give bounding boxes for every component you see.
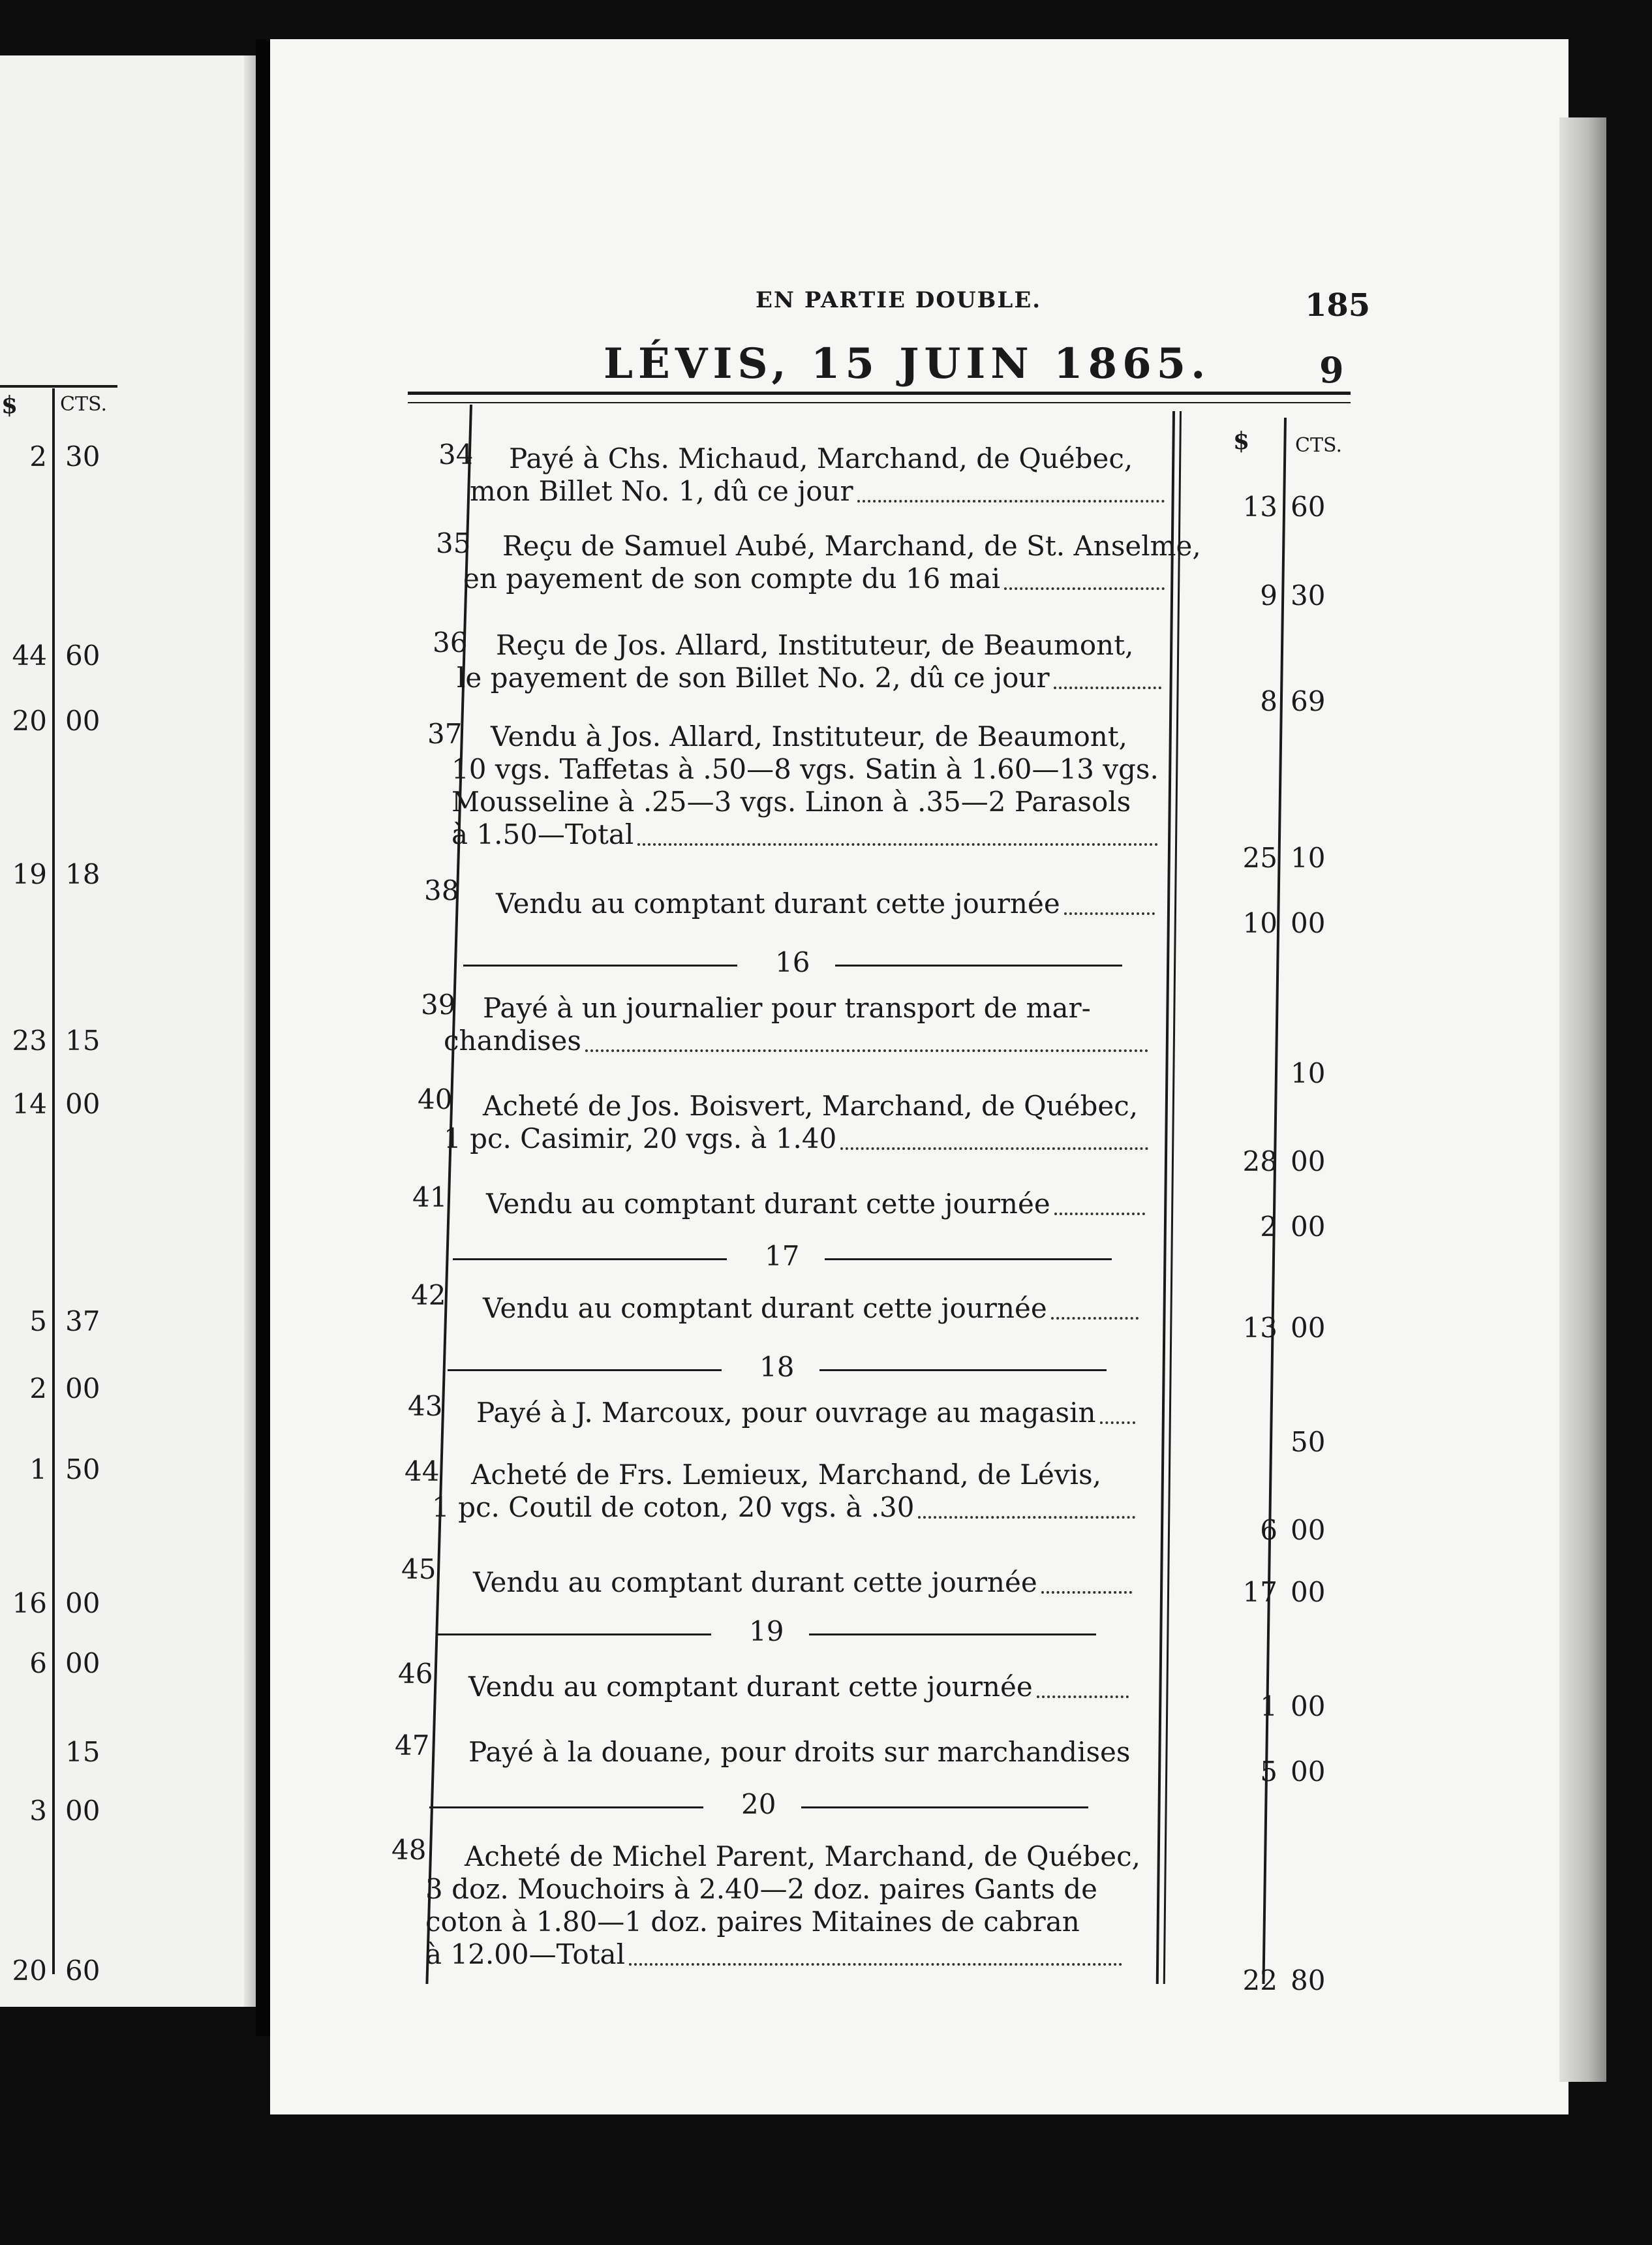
entry-text-line: Payé à la douane, pour droits sur marchandises (468, 1736, 1131, 1768)
amount-dollars: 2 (1260, 1211, 1277, 1243)
left-cents-header: CTS. (60, 393, 107, 416)
left-amount-cents: 15 (65, 1025, 100, 1057)
entry-text-line: Payé à J. Marcoux, pour ouvrage au magasin (476, 1397, 1096, 1429)
entry-number: 40 (418, 1083, 453, 1115)
date-divider-right (801, 1806, 1088, 1808)
entry-text-line: Vendu au comptant durant cette journée (473, 1566, 1037, 1598)
entry-text-line: Payé à Chs. Michaud, Marchand, de Québec, (509, 442, 1133, 474)
left-amount-cents: 00 (65, 1088, 100, 1120)
entry-number: 38 (424, 875, 459, 906)
gutter-shadow (244, 55, 256, 2007)
entry-text-line: Vendu au comptant durant cette journée (496, 888, 1060, 920)
amount-dollars: 13 (1242, 1312, 1277, 1344)
left-amount-cents: 00 (65, 1647, 100, 1679)
entry-number: 37 (427, 718, 463, 750)
amount-dollars: 5 (1260, 1756, 1277, 1788)
left-amount-dollars: 2 (29, 1372, 47, 1404)
dotted-leader (585, 1049, 1148, 1052)
left-amount-dollars: 20 (12, 705, 47, 737)
amount-cents: 00 (1291, 1690, 1326, 1722)
entry-number: 48 (391, 1834, 427, 1866)
date-divider-left (453, 1258, 727, 1260)
amount-cents: 50 (1291, 1426, 1326, 1458)
entry-number: 47 (395, 1729, 430, 1761)
entry-number: 41 (412, 1181, 448, 1213)
left-amount-dollars: 44 (12, 640, 47, 672)
entry-text-line: Reçu de Samuel Aubé, Marchand, de St. Anselme, (502, 530, 1201, 562)
date-divider-left (429, 1806, 703, 1808)
entry-text-line: chandises (444, 1025, 581, 1057)
date-day: 20 (741, 1788, 776, 1820)
entry-text-line: Reçu de Jos. Allard, Instituteur, de Beaumont, (496, 629, 1134, 661)
date-divider-left (463, 965, 737, 967)
entry-text-line: Vendu à Jos. Allard, Instituteur, de Beaumont, (491, 720, 1128, 752)
amount-cents: 00 (1291, 1576, 1326, 1608)
date-day: 19 (749, 1615, 784, 1647)
amount-cents: 30 (1291, 580, 1326, 612)
entry-text-line: Payé à un journalier pour transport de mar- (483, 992, 1091, 1024)
dollars-header: $ (1233, 427, 1250, 455)
left-amount-dollars: 3 (29, 1795, 47, 1827)
date-divider-left (448, 1369, 722, 1371)
left-amount-dollars: 16 (12, 1587, 47, 1619)
entry-number: 34 (438, 439, 474, 471)
amount-dollars: 8 (1260, 685, 1277, 717)
left-amount-cents: 00 (65, 705, 100, 737)
entry-number: 45 (401, 1553, 436, 1585)
amount-cents: 69 (1291, 685, 1326, 717)
entry-number: 42 (411, 1279, 446, 1311)
date-day: 16 (775, 946, 810, 978)
dotted-leader (1054, 687, 1161, 689)
date-divider-right (835, 965, 1122, 967)
left-cents-divider (52, 388, 55, 1974)
amount-cents: 00 (1291, 1756, 1326, 1788)
dotted-leader (840, 1147, 1148, 1150)
amount-cents: 00 (1291, 1145, 1326, 1177)
dotted-leader (857, 500, 1165, 503)
entry-text-line: Mousseline à .25—3 vgs. Linon à .35—2 Parasols (451, 786, 1131, 818)
entry-text-line: Vendu au comptant durant cette journée (486, 1188, 1050, 1220)
amount-dollars: 6 (1260, 1514, 1277, 1546)
left-amount-cents: 30 (65, 441, 100, 472)
entry-number: 36 (433, 627, 468, 658)
dotted-leader (1100, 1421, 1135, 1424)
left-top-rule (0, 385, 117, 388)
entry-text-line: 10 vgs. Taffetas à .50—8 vgs. Satin à 1.60—13 vgs. (451, 753, 1159, 785)
amount-cents: 80 (1291, 1964, 1326, 1996)
entry-number: 46 (398, 1658, 433, 1690)
amount-cents: 00 (1291, 1211, 1326, 1243)
entry-number: 43 (408, 1390, 443, 1422)
dotted-leader (1004, 587, 1165, 590)
amount-cents: 60 (1291, 491, 1326, 523)
amount-dollars: 25 (1242, 842, 1277, 874)
left-amount-cents: 18 (65, 858, 100, 890)
top-rule-thin (408, 402, 1351, 403)
amount-cents: 00 (1291, 1514, 1326, 1546)
entry-text-line: le payement de son Billet No. 2, dû ce jour (457, 662, 1050, 694)
left-amount-dollars: 2 (29, 441, 47, 472)
left-amount-dollars: 6 (29, 1647, 47, 1679)
entry-text-line: Vendu au comptant durant cette journée (483, 1292, 1047, 1324)
page-edge (1559, 117, 1606, 2082)
date-divider-right (809, 1633, 1096, 1635)
entry-text-line: 3 doz. Mouchoirs à 2.40—2 doz. paires Gants de (425, 1873, 1098, 1905)
date-divider-left (437, 1633, 711, 1635)
date-divider-right (825, 1258, 1112, 1260)
book-spine (256, 39, 270, 2036)
left-amount-cents: 50 (65, 1453, 100, 1485)
amount-dollars: 13 (1242, 491, 1277, 523)
amount-dollars: 9 (1260, 580, 1277, 612)
entry-text-line: 1 pc. Coutil de coton, 20 vgs. à .30 (432, 1491, 915, 1523)
entry-number: 35 (436, 527, 471, 559)
amount-cents: 00 (1291, 1312, 1326, 1344)
entry-text-line: Acheté de Jos. Boisvert, Marchand, de Québec, (483, 1090, 1139, 1122)
entry-text-line: en payement de son compte du 16 mai (463, 563, 1001, 595)
left-amount-cents: 15 (65, 1736, 100, 1768)
entry-text-line: mon Billet No. 1, dû ce jour (470, 475, 853, 507)
entry-number: 44 (405, 1455, 440, 1487)
left-amount-dollars: 1 (29, 1453, 47, 1485)
top-rule (408, 392, 1351, 395)
entry-text-line: Acheté de Michel Parent, Marchand, de Québec, (465, 1840, 1140, 1872)
cents-header: CTS. (1295, 434, 1342, 457)
dotted-leader (1041, 1591, 1132, 1594)
date-day: 18 (759, 1351, 795, 1383)
entry-text-line: à 12.00—Total (425, 1938, 626, 1970)
amount-dollars: 10 (1242, 907, 1277, 939)
page-number: 185 (1305, 287, 1371, 324)
dotted-leader (1064, 912, 1155, 915)
entry-text-line: 1 pc. Casimir, 20 vgs. à 1.40 (444, 1122, 837, 1154)
folio-number: 9 (1319, 349, 1344, 391)
date-divider-right (819, 1369, 1107, 1371)
left-amount-cents: 00 (65, 1795, 100, 1827)
entry-number: 39 (421, 989, 456, 1021)
entry-text-line: Vendu au comptant durant cette journée (468, 1671, 1033, 1703)
entry-text-line: coton à 1.80—1 doz. paires Mitaines de cabran (425, 1906, 1080, 1938)
left-amount-cents: 60 (65, 640, 100, 672)
dotted-leader (1054, 1213, 1145, 1215)
left-amount-dollars: 5 (29, 1305, 47, 1337)
date-day: 17 (765, 1240, 800, 1272)
left-amount-dollars: 19 (12, 858, 47, 890)
amount-cents: 10 (1291, 842, 1326, 874)
left-amount-dollars: 20 (12, 1955, 47, 1987)
amount-dollars: 1 (1260, 1690, 1277, 1722)
dotted-leader (637, 843, 1158, 846)
amount-cents: 10 (1291, 1057, 1326, 1089)
left-amount-dollars: 23 (12, 1025, 47, 1057)
running-title: EN PARTIE DOUBLE. (756, 287, 1042, 313)
amount-dollars: 28 (1242, 1145, 1277, 1177)
entry-text-line: Acheté de Frs. Lemieux, Marchand, de Lévis, (471, 1459, 1101, 1491)
left-amount-cents: 00 (65, 1372, 100, 1404)
amount-dollars: 17 (1242, 1576, 1277, 1608)
left-amount-cents: 00 (65, 1587, 100, 1619)
dotted-leader (1051, 1317, 1139, 1320)
left-amount-dollars: 14 (12, 1088, 47, 1120)
dotted-leader (918, 1516, 1135, 1519)
main-title: LÉVIS, 15 JUIN 1865. (604, 339, 1211, 388)
left-dollars-header: $ (1, 392, 18, 419)
left-amount-cents: 60 (65, 1955, 100, 1987)
dotted-leader (629, 1963, 1122, 1966)
left-amount-cents: 37 (65, 1305, 100, 1337)
amount-dollars: 22 (1242, 1964, 1277, 1996)
entry-text-line: à 1.50—Total (451, 818, 634, 850)
dotted-leader (1037, 1695, 1129, 1698)
amount-cents: 00 (1291, 907, 1326, 939)
